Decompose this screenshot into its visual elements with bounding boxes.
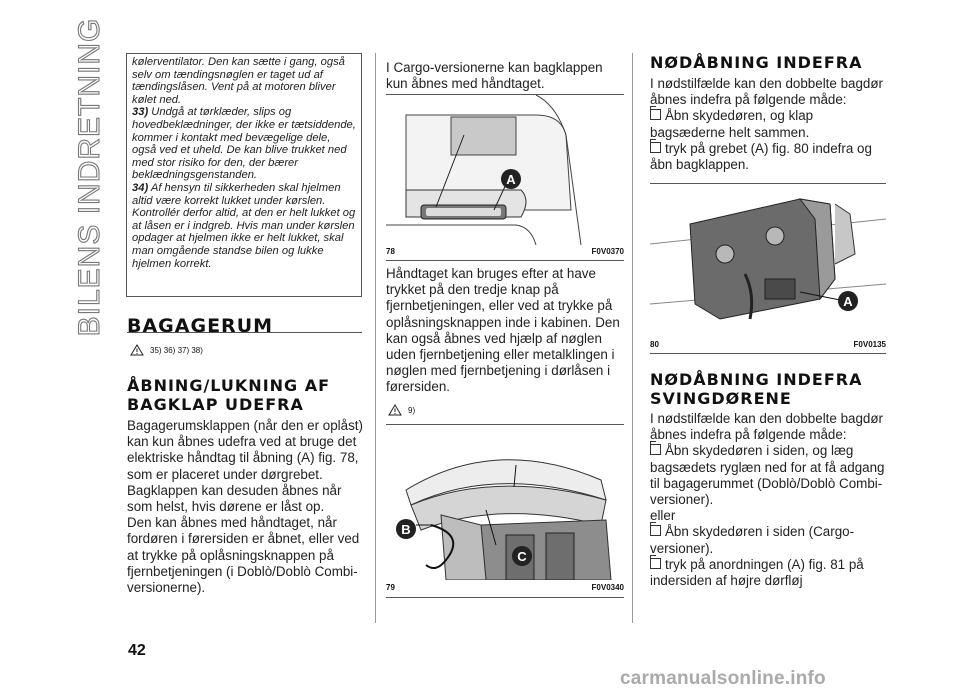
- step-1a: [650, 108, 890, 140]
- fig79-number: 79: [386, 583, 395, 592]
- fig78-caption: [386, 247, 624, 256]
- note-item-34: [132, 182, 356, 270]
- fig78-callout-a: A: [506, 172, 516, 187]
- noedaabning-intro: I nødstilfælde kan den dobbelte bagdør åbnes indefra på følgende måde:: [650, 76, 883, 108]
- aabning-heading-line2: BAGKLAP UDEFRA: [127, 395, 304, 414]
- note-item-34-text: Af hensyn til sikkerheden skal hjelmen altid være korrekt lukket under kørslen. Kontrollér derfor altid, at den er helt lukket og at låsen er i indgreb. Hvis man under kørslen opdager at hjelmen ikke er helt lukket, skal man omgående standse bilen og lukke hjelmen korrekt.: [132, 181, 356, 270]
- col2-warning-ref: [388, 404, 415, 416]
- fig78-code: F0V0370: [591, 247, 624, 256]
- fig80-number: 80: [650, 340, 659, 349]
- note-item-34-number: 34): [132, 181, 149, 194]
- svingdoere-intro: I nødstilfælde kan den dobbelte bagdør åbnes indefra på følgende måde:: [650, 411, 883, 443]
- checkbox-bullet-icon: [650, 525, 661, 536]
- step-2a: [650, 443, 890, 508]
- fig78-bottom-rule: [386, 260, 624, 261]
- side-section-title: [70, 17, 110, 337]
- fig79-callout-c: C: [517, 549, 527, 564]
- svingdoere-heading: [650, 370, 862, 408]
- noedaabning-body: [650, 76, 890, 173]
- noedaabning-heading: NØDÅBNING INDEFRA: [650, 53, 863, 72]
- step-2c: [650, 557, 890, 589]
- warning-note-box: [126, 53, 362, 297]
- fig80-code: F0V0135: [853, 340, 886, 349]
- checkbox-bullet-icon: [650, 444, 661, 455]
- watermark: carmanualsonline.info: [620, 668, 826, 689]
- figure-79-open-tailgate: [386, 425, 624, 580]
- cargo-intro: I Cargo-versionerne kan bagklappen kun åbnes med håndtaget.: [386, 60, 603, 92]
- figure-78-tailgate-handle: [386, 95, 624, 245]
- aabning-heading-line1: ÅBNING/LUKNING AF: [127, 376, 331, 395]
- aabning-heading: [127, 376, 330, 414]
- step-2c-text: tryk på anordningen (A) fig. 81 på indersiden af højre dørfløj: [650, 556, 864, 589]
- note-intro: kølerventilator. Den kan sætte i gang, også selv om tændingsnøglen er taget ud af tændingslåsen. Vent på at motoren bliver kølet ned.: [132, 56, 345, 106]
- warning-refs-text: 35) 36) 37) 38): [150, 345, 203, 355]
- bagagerum-warning-refs: [130, 344, 203, 356]
- fig79-bottom-rule: [386, 597, 624, 598]
- figure-80-lock-lever: [650, 184, 886, 336]
- step-2b-text: Åbn skydedøren i siden (Cargo-versioner).: [650, 524, 855, 556]
- col2-warning-ref-text: 9): [408, 405, 416, 415]
- svingdoere-heading-line1: NØDÅBNING INDEFRA: [650, 370, 863, 389]
- side-title-text: BILENS INDRETNING: [73, 17, 106, 337]
- note-item-33-number: 33): [132, 106, 149, 119]
- fig80-bottom-rule: [650, 353, 886, 354]
- fig78-number: 78: [386, 247, 395, 256]
- fig79-code: F0V0340: [591, 583, 624, 592]
- warning-triangle-icon: [388, 404, 402, 416]
- handle-paragraph: Håndtaget kan bruges efter at have trykket på den tredje knap på fjernbetjeningen, eller ved at trykke på oplåsningsknappen inde i kabinen. Den kan også åbnes ved hjælp af nøglen uden fjernbetjening eller metalklingen i nøglen med fjernbetjening i dørlåsen i førersiden.: [386, 266, 620, 395]
- fig79-caption: [386, 583, 624, 592]
- fig79-callout-b: B: [401, 522, 411, 537]
- column-separator-2: [632, 53, 633, 623]
- checkbox-bullet-icon: [650, 142, 661, 153]
- step-1b-text: tryk på grebet (A) fig. 80 indefra og åbn bagklappen.: [650, 140, 872, 173]
- step-1a-text: Åbn skydedøren, og klap bagsæderne helt sammen.: [650, 108, 814, 140]
- step-2b: [650, 524, 890, 556]
- heading-rule: [127, 332, 362, 333]
- step-2a-text: Åbn skydedøren i siden, og læg bagsædets ryglæn ned for at få adgang til bagagerummet (Doblò/Doblò Combi-versioner).: [650, 443, 885, 508]
- fig80-caption: [650, 340, 886, 349]
- eller-text: eller: [650, 508, 676, 524]
- note-item-33: [132, 106, 356, 182]
- fig80-callout-a: A: [843, 294, 853, 309]
- aabning-paragraph-2: Den kan åbnes med håndtaget, når fordøren i førersiden er åbnet, eller ved at trykke på oplåsningsknappen på fjernbetjeningen (i Doblò/Doblò Combi-versionerne).: [127, 515, 360, 596]
- aabning-paragraph-1: Bagagerumsklappen (når den er oplåst) kan kun åbnes udefra ved at bruge det elektriske håndtag til åbning (A) fig. 78, som er placeret under dørgrebet. Bagklappen kan desuden åbnes når som helst, hvis dørene er låst op.: [127, 418, 363, 515]
- svingdoere-heading-line2: SVINGDØRENE: [650, 389, 792, 408]
- note-item-33-text: Undgå at tørklæder, slips og hovedbeklædninger, der ikke er tætsiddende, kommer i kontakt med bevægelige dele, også ved et uheld. De kan blive trukket ned med stor risiko for den, der bærer beklædningsgenstanden.: [132, 106, 356, 182]
- checkbox-bullet-icon: [650, 109, 661, 120]
- checkbox-bullet-icon: [650, 558, 661, 569]
- svingdoere-body: [650, 411, 890, 589]
- column-separator-1: [375, 53, 376, 623]
- bagagerum-heading: BAGAGERUM: [127, 315, 274, 337]
- aabning-body: [127, 418, 367, 596]
- step-1b: [650, 141, 890, 173]
- page-number: 42: [128, 642, 146, 659]
- warning-triangle-icon: [130, 344, 144, 356]
